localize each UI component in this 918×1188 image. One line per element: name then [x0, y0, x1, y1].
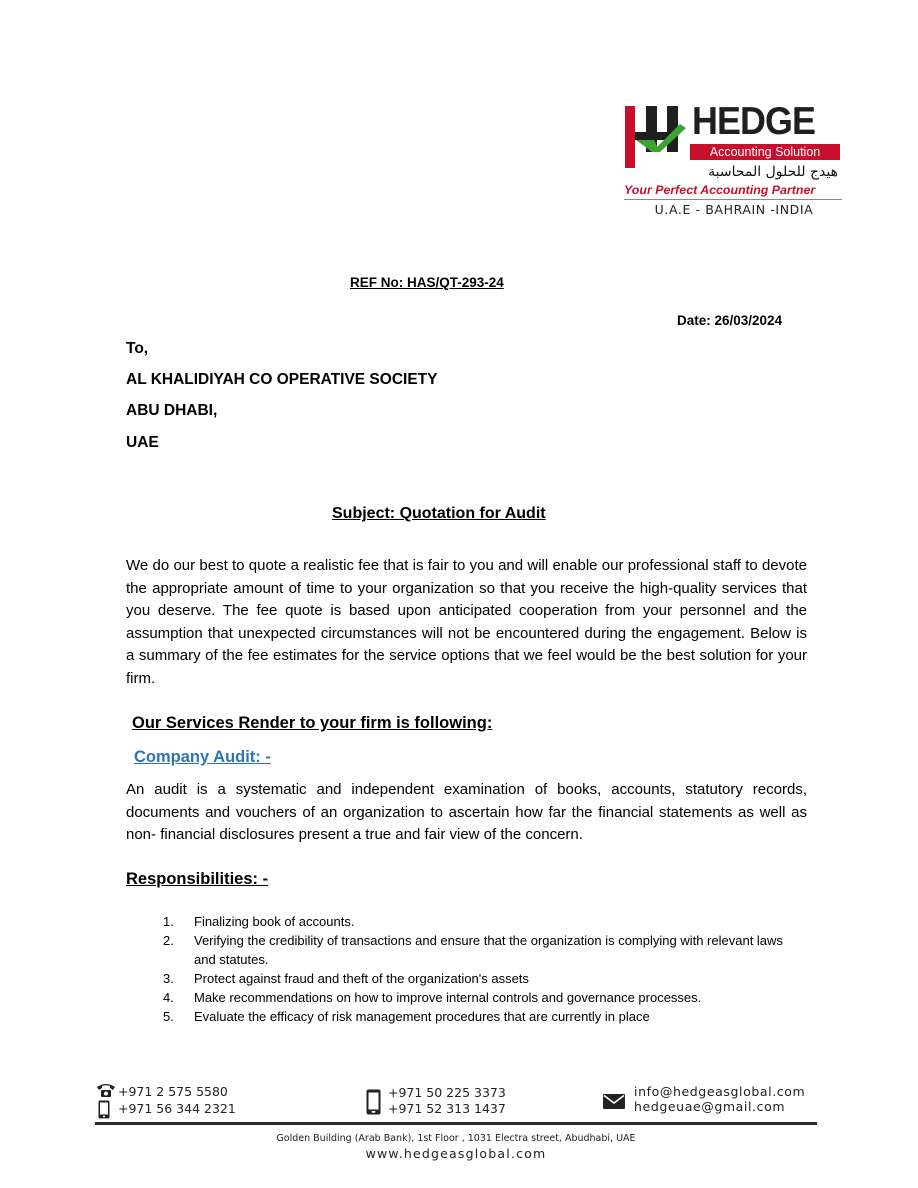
envelope-icon — [603, 1094, 625, 1109]
services-heading: Our Services Render to your firm is following: — [132, 714, 493, 732]
list-item-text: Evaluate the efficacy of risk management procedures that are currently in place — [194, 1009, 650, 1024]
document-date: Date: 26/03/2024 — [677, 313, 783, 328]
mobile-phone-icon — [366, 1089, 381, 1115]
list-item-text: Make recommendations on how to improve internal controls and governance processes. — [194, 990, 702, 1005]
subject-line: Subject: Quotation for Audit — [332, 505, 546, 522]
responsibilities-list — [163, 912, 803, 1026]
logo-brand-name: HEDGE — [692, 100, 816, 143]
logo-regions: U.A.E - BAHRAIN -INDIA — [654, 202, 814, 217]
list-item — [163, 912, 803, 931]
logo-divider — [624, 199, 842, 200]
list-item — [163, 988, 803, 1007]
recipient-country: UAE — [126, 434, 159, 451]
footer-email-2: hedgeuae@gmail.com — [634, 1099, 786, 1114]
company-audit-description: An audit is a systematic and independent examination of books, accounts, statutory records, documents and vouchers of an organization to ascertain how far the financial statements as well as non- financial disclosures present a true and fair view of the concern. — [126, 781, 807, 844]
list-item-number: 3. — [163, 971, 174, 986]
hedge-logo-mark-icon — [622, 104, 694, 170]
footer-mobile-1: +971 50 225 3373 — [388, 1085, 506, 1100]
recipient-name: AL KHALIDIYAH CO OPERATIVE SOCIETY — [126, 371, 438, 388]
footer-landline-2: +971 56 344 2321 — [118, 1101, 236, 1116]
recipient-salutation: To, — [126, 340, 149, 357]
list-item-number: 1. — [163, 914, 174, 929]
company-logo — [622, 100, 844, 222]
responsibilities-heading: Responsibilities: - — [126, 870, 269, 888]
logo-arabic-name: هيدج للحلول المحاسبة — [708, 164, 838, 180]
logo-subtitle: Accounting Solution — [690, 144, 840, 160]
footer-address: Golden Building (Arab Bank), 1st Floor , 1031 Electra street, Abudhabi, UAE — [276, 1133, 636, 1144]
footer-website-link[interactable]: www.hedgeasglobal.com — [365, 1146, 547, 1161]
list-item — [163, 969, 803, 988]
footer-mobile-2: +971 52 313 1437 — [388, 1101, 506, 1116]
footer-email-1: info@hedgeasglobal.com — [634, 1084, 806, 1099]
list-item-number: 4. — [163, 990, 174, 1005]
list-item-text: Verifying the credibility of transactions and ensure that the organization is complying with relevant laws and statutes. — [194, 933, 783, 967]
list-item-text: Protect against fraud and theft of the organization's assets — [194, 971, 529, 986]
mobile-phone-icon — [98, 1100, 110, 1119]
reference-number: REF No: HAS/QT-293-24 — [350, 275, 504, 290]
list-item-text: Finalizing book of accounts. — [194, 914, 355, 929]
logo-tagline: Your Perfect Accounting Partner — [624, 183, 816, 197]
intro-paragraph: We do our best to quote a realistic fee that is fair to you and will enable our professional staff to devote the appropriate amount of time to your organization so that you receive the high-quality services that you deserve. The fee quote is based upon anticipated cooperation from your personnel and the assumption that unexpected circumstances will not be encountered during the engagement. Below is a summary of the fee estimates for the service options that we feel would be the best solution for your firm. — [126, 557, 807, 687]
list-item-number: 2. — [163, 933, 174, 948]
telephone-icon — [96, 1082, 116, 1097]
company-audit-heading: Company Audit: - — [134, 748, 271, 766]
footer-divider — [95, 1122, 817, 1125]
list-item — [163, 931, 803, 969]
list-item — [163, 1007, 803, 1026]
footer-landline-1: +971 2 575 5580 — [118, 1084, 228, 1099]
recipient-city: ABU DHABI, — [126, 402, 218, 419]
list-item-number: 5. — [163, 1009, 174, 1024]
